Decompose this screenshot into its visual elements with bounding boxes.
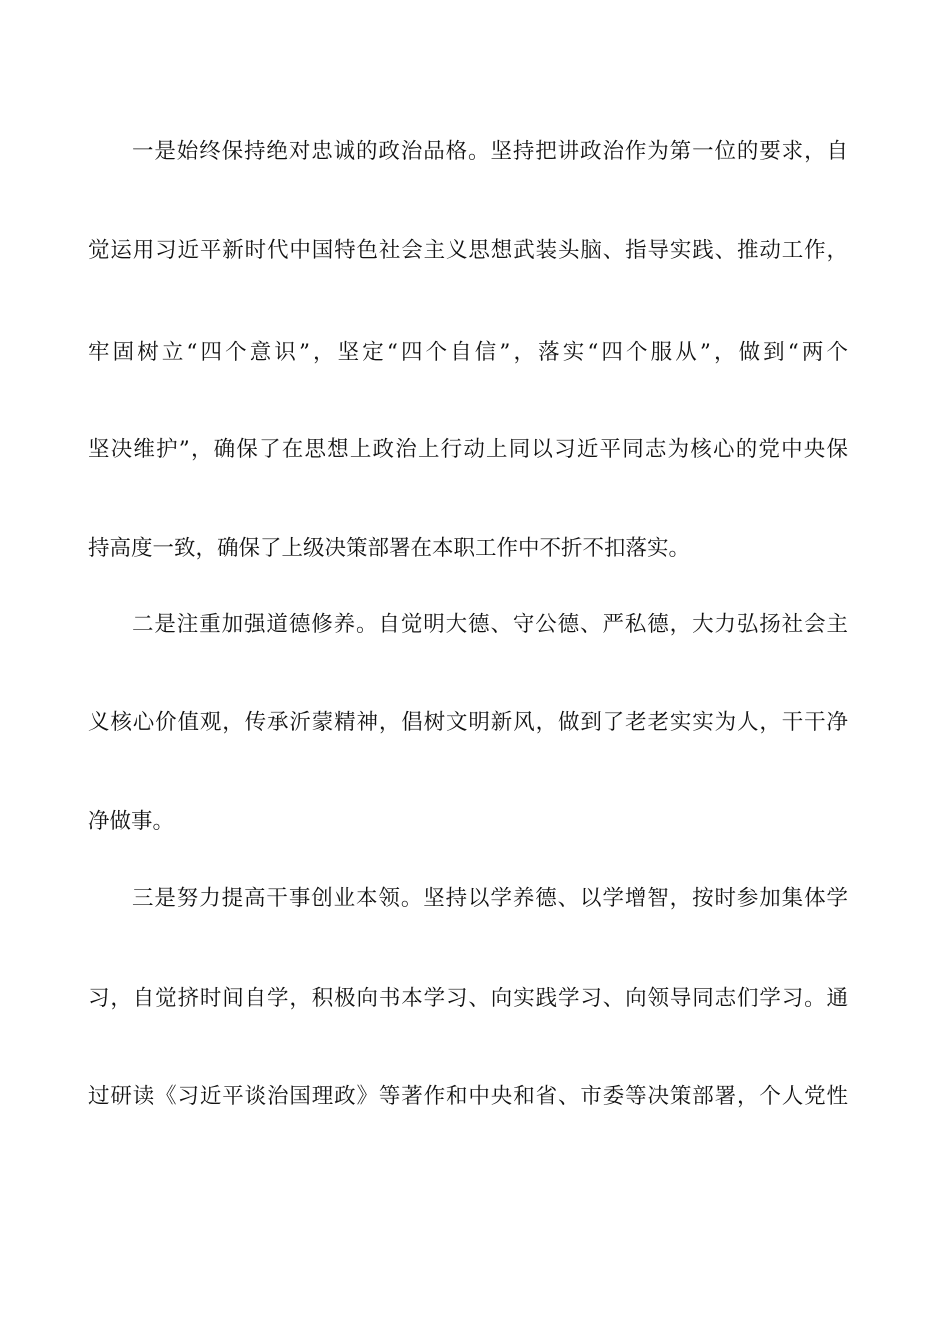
paragraph-line: 义核心价值观，传承沂蒙精神，倡树文明新风，做到了老老实实为人，干干净 [88,710,848,735]
paragraph-line: 一是始终保持绝对忠诚的政治品格。坚持把讲政治作为第一位的要求，自 [132,139,848,164]
paragraph-line: 觉运用习近平新时代中国特色社会主义思想武装头脑、指导实践、推动工作， [88,238,848,263]
paragraph-line: 习，自觉挤时间自学，积极向书本学习、向实践学习、向领导同志们学习。通 [88,986,848,1011]
paragraph-line: 二是注重加强道德修养。自觉明大德、守公德、严私德，大力弘扬社会主 [132,612,848,637]
paragraph-line: 净做事。 [88,809,175,834]
paragraph-line: 过研读《习近平谈治国理政》等著作和中央和省、市委等决策部署，个人党性 [88,1084,848,1109]
paragraph-line: 牢固树立“四个意识”，坚定“四个自信”，落实“四个服从”，做到“两个 [88,340,848,365]
paragraph-line: 坚决维护”，确保了在思想上政治上行动上同以习近平同志为核心的党中央保 [88,437,848,462]
paragraph-line: 三是努力提高干事创业本领。坚持以学养德、以学增智，按时参加集体学 [132,886,848,911]
paragraph-line: 持高度一致，确保了上级决策部署在本职工作中不折不扣落实。 [88,536,691,561]
